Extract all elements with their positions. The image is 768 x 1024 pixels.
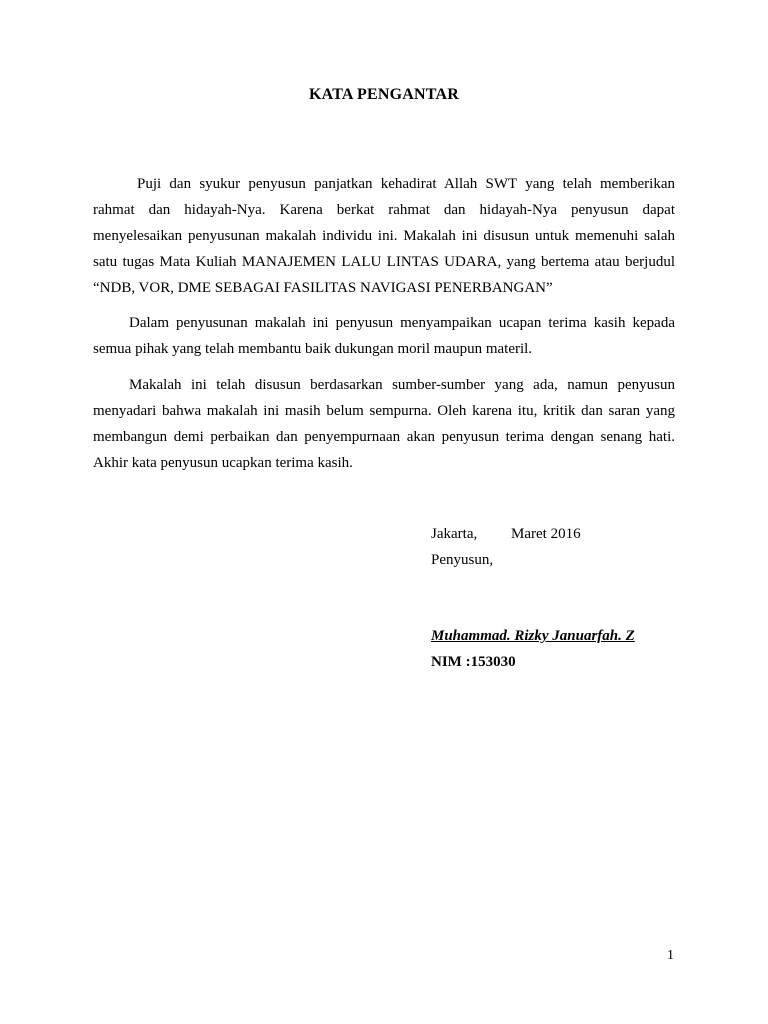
page-number: 1	[667, 948, 674, 963]
signature-date: Maret 2016	[511, 526, 581, 542]
paragraph-1	[93, 171, 675, 301]
signature-name: Muhammad. Rizky Januarfah. Z	[431, 628, 635, 644]
paragraph-2: Dalam penyusunan makalah ini penyusun menyampaikan ucapan terima kasih kepada semua pihak yang telah membantu baik dukungan moril maupun materil.	[93, 315, 675, 357]
signature-city: Jakarta,	[431, 526, 478, 542]
paragraph-3: Makalah ini telah disusun berdasarkan sumber-sumber yang ada, namun penyusun menyadari bahwa makalah ini masih belum sempurna. Oleh karena itu, kritik dan saran yang membangun demi perbaikan dan penyempurnaan akan penyusun terima dengan senang hati. Akhir kata penyusun ucapkan terima kasih.	[93, 377, 675, 471]
paragraph-1-text: Puji dan syukur penyusun panjatkan kehadirat Allah SWT yang telah memberikan rahmat dan hidayah-Nya. Karena berkat rahmat dan hidayah-Nya penyusun dapat menyelesaikan penyusunan makalah individu ini. Makalah ini disusun untuk memenuhi salah satu tugas Mata Kuliah MANAJEMEN LALU LINTAS UDARA, yang bertema atau berjudul “NDB, VOR, DME SEBAGAI FASILITAS NAVIGASI PENERBANGAN”	[93, 176, 675, 296]
page-title: KATA PENGANTAR	[309, 86, 459, 103]
signature-role: Penyusun,	[431, 552, 494, 568]
signature-nim: NIM :153030	[431, 654, 516, 670]
signature-city-date	[431, 524, 631, 544]
